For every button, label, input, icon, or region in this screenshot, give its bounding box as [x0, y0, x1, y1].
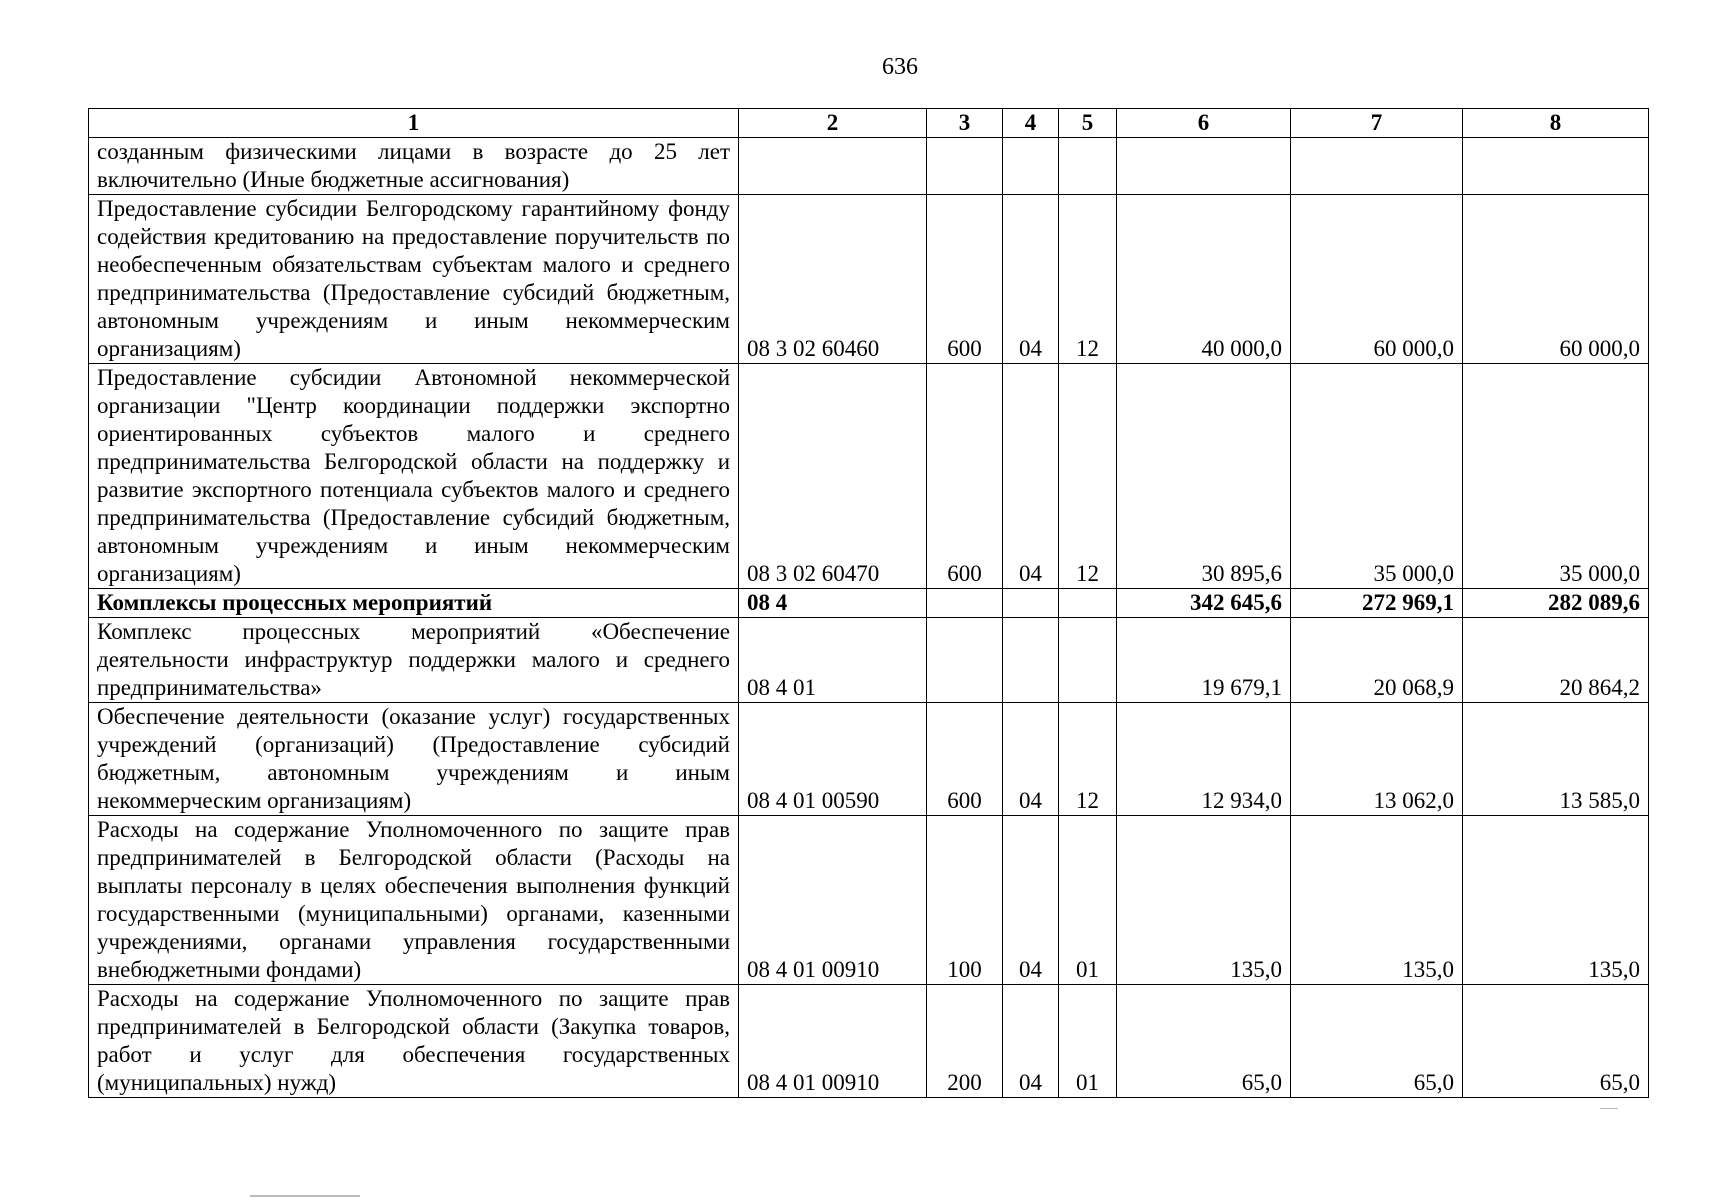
table-row	[89, 703, 1649, 816]
budget-table	[88, 108, 1649, 1098]
scan-artifact	[250, 1195, 360, 1197]
row-value-col6: 135,0	[1117, 816, 1291, 985]
row-value-col8: 60 000,0	[1463, 195, 1649, 364]
table-row	[89, 364, 1649, 589]
table-row	[89, 138, 1649, 195]
row-section	[1003, 589, 1059, 618]
row-description: Комплекс процессных мероприятий «Обеспечение деятельности инфраструктур поддержки малого и среднего предпринимательства»	[89, 618, 739, 703]
table-row	[89, 985, 1649, 1098]
header-cell: 5	[1059, 109, 1117, 138]
row-subsection	[1059, 589, 1117, 618]
row-subsection	[1059, 138, 1117, 195]
row-code	[739, 138, 927, 195]
row-section	[1003, 138, 1059, 195]
row-value-col7: 20 068,9	[1291, 618, 1463, 703]
row-value-col6: 65,0	[1117, 985, 1291, 1098]
row-value-col7: 272 969,1	[1291, 589, 1463, 618]
row-expense-type	[927, 589, 1003, 618]
row-section	[1003, 618, 1059, 703]
row-value-col8: 135,0	[1463, 816, 1649, 985]
row-expense-type	[927, 138, 1003, 195]
row-value-col7: 60 000,0	[1291, 195, 1463, 364]
table-row	[89, 589, 1649, 618]
row-subsection: 12	[1059, 364, 1117, 589]
row-value-col7: 65,0	[1291, 985, 1463, 1098]
row-description: Расходы на содержание Уполномоченного по защите прав предпринимателей в Белгородской области (Закупка товаров, работ и услуг для обеспечения государственных (муниципальных) нужд)	[89, 985, 739, 1098]
row-expense-type	[927, 618, 1003, 703]
header-cell: 8	[1463, 109, 1649, 138]
row-code: 08 4 01 00910	[739, 816, 927, 985]
row-value-col7: 135,0	[1291, 816, 1463, 985]
row-value-col7	[1291, 138, 1463, 195]
row-description: созданным физическими лицами в возрасте до 25 лет включительно (Иные бюджетные ассигнования)	[89, 138, 739, 195]
row-expense-type: 600	[927, 364, 1003, 589]
header-cell: 4	[1003, 109, 1059, 138]
row-subsection: 12	[1059, 703, 1117, 816]
row-description: Комплексы процессных мероприятий	[89, 589, 739, 618]
row-description: Предоставление субсидии Белгородскому гарантийному фонду содействия кредитованию на предоставление поручительств по необеспеченным обязательствам субъектам малого и среднего предпринимательства (Предоставление субсидий бюджетным, автономным учреждениям и иным некоммерческим организациям)	[89, 195, 739, 364]
row-value-col6: 40 000,0	[1117, 195, 1291, 364]
row-value-col8: 20 864,2	[1463, 618, 1649, 703]
table-row	[89, 618, 1649, 703]
row-value-col6: 19 679,1	[1117, 618, 1291, 703]
header-cell: 2	[739, 109, 927, 138]
row-value-col8: 282 089,6	[1463, 589, 1649, 618]
row-value-col7: 13 062,0	[1291, 703, 1463, 816]
table-row	[89, 816, 1649, 985]
header-row	[89, 109, 1649, 138]
row-code: 08 4	[739, 589, 927, 618]
row-expense-type: 600	[927, 195, 1003, 364]
header-cell: 3	[927, 109, 1003, 138]
row-code: 08 3 02 60460	[739, 195, 927, 364]
row-section: 04	[1003, 703, 1059, 816]
row-subsection	[1059, 618, 1117, 703]
row-section: 04	[1003, 816, 1059, 985]
row-subsection: 12	[1059, 195, 1117, 364]
row-section: 04	[1003, 195, 1059, 364]
row-subsection: 01	[1059, 985, 1117, 1098]
row-value-col6	[1117, 138, 1291, 195]
row-value-col8: 35 000,0	[1463, 364, 1649, 589]
row-code: 08 3 02 60470	[739, 364, 927, 589]
row-code: 08 4 01	[739, 618, 927, 703]
row-value-col8: 65,0	[1463, 985, 1649, 1098]
row-code: 08 4 01 00590	[739, 703, 927, 816]
scan-artifact	[1600, 1108, 1618, 1109]
row-expense-type: 100	[927, 816, 1003, 985]
row-value-col6: 30 895,6	[1117, 364, 1291, 589]
row-value-col6: 12 934,0	[1117, 703, 1291, 816]
row-section: 04	[1003, 985, 1059, 1098]
header-cell: 7	[1291, 109, 1463, 138]
row-value-col8: 13 585,0	[1463, 703, 1649, 816]
header-cell: 6	[1117, 109, 1291, 138]
row-subsection: 01	[1059, 816, 1117, 985]
page-number: 636	[882, 54, 918, 80]
row-section: 04	[1003, 364, 1059, 589]
row-description: Обеспечение деятельности (оказание услуг) государственных учреждений (организаций) (Предоставление субсидий бюджетным, автономным учреждениям и иным некоммерческим организациям)	[89, 703, 739, 816]
row-description: Расходы на содержание Уполномоченного по защите прав предпринимателей в Белгородской области (Расходы на выплаты персоналу в целях обеспечения выполнения функций государственными (муниципальными) органами, казенными учреждениями, органами управления государственными внебюджетными фондами)	[89, 816, 739, 985]
row-value-col6: 342 645,6	[1117, 589, 1291, 618]
row-description: Предоставление субсидии Автономной некоммерческой организации "Центр координации поддержки экспортно ориентированных субъектов малого и среднего предпринимательства Белгородской области на поддержку и развитие экспортного потенциала субъектов малого и среднего предпринимательства (Предоставление субсидий бюджетным, автономным учреждениям и иным некоммерческим организациям)	[89, 364, 739, 589]
row-value-col7: 35 000,0	[1291, 364, 1463, 589]
table-row	[89, 195, 1649, 364]
header-cell: 1	[89, 109, 739, 138]
row-value-col8	[1463, 138, 1649, 195]
row-code: 08 4 01 00910	[739, 985, 927, 1098]
row-expense-type: 600	[927, 703, 1003, 816]
row-expense-type: 200	[927, 985, 1003, 1098]
